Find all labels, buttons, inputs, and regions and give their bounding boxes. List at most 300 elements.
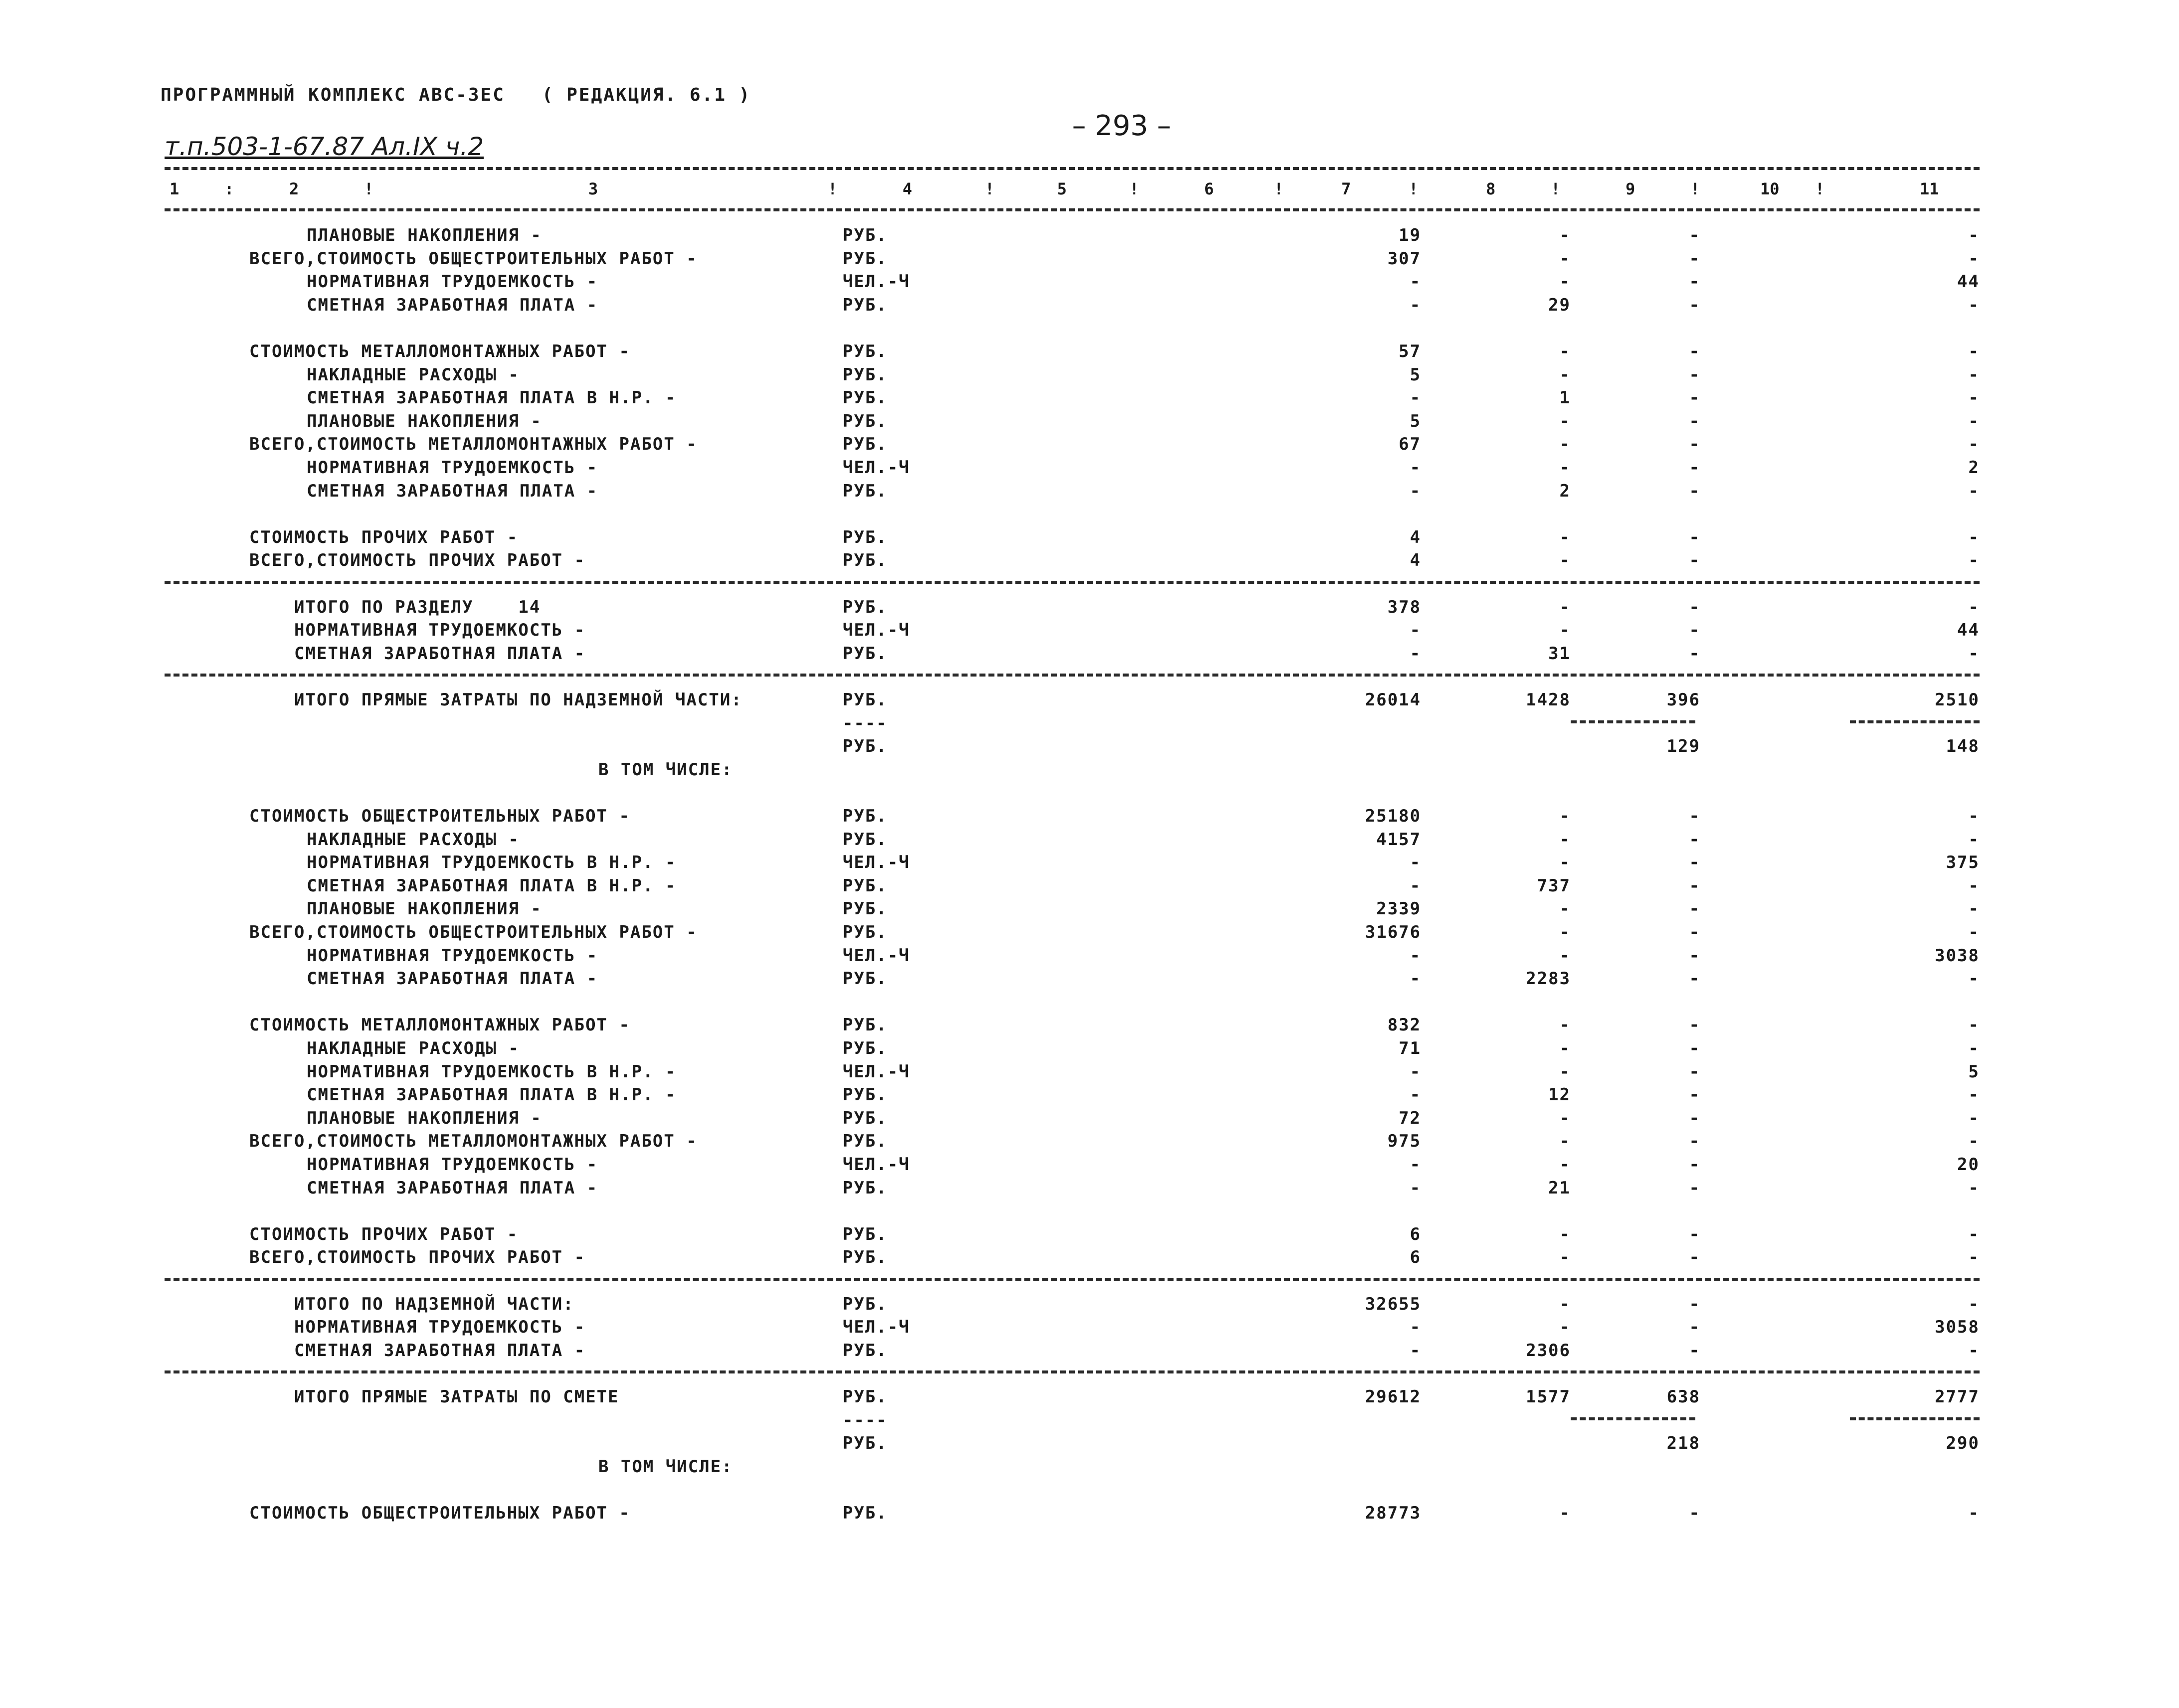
col11-cell: -: [1968, 225, 1980, 245]
row-label: ВСЕГО,СТОИМОСТЬ ОБЩЕСТРОИТЕЛЬНЫХ РАБОТ -: [249, 249, 698, 269]
unit-dash: ----: [843, 1410, 888, 1430]
col7-cell: -: [1410, 644, 1421, 664]
col11-cell: -: [1968, 411, 1980, 431]
column-header-7: !: [985, 179, 995, 198]
table-row: [0, 969, 2179, 992]
col8-cell: 1428: [1526, 690, 1571, 710]
table-row: [0, 644, 2179, 667]
unit-cell: РУБ.: [843, 1085, 888, 1105]
col7-cell: -: [1410, 1178, 1421, 1198]
col11-cell: -: [1968, 644, 1980, 664]
column-header-2: 2: [289, 179, 299, 198]
col9-cell: -: [1689, 1038, 1700, 1058]
col11-cell: -: [1968, 1503, 1980, 1523]
col11-cell: 375: [1946, 853, 1980, 872]
column-header-0: 1: [170, 179, 180, 198]
unit-cell: РУБ.: [843, 550, 888, 570]
col11-cell: -: [1968, 806, 1980, 826]
col9-cell: -: [1689, 806, 1700, 826]
column-header-8: 5: [1057, 179, 1067, 198]
col9-cell: -: [1689, 295, 1700, 315]
col8-cell: -: [1559, 272, 1571, 292]
col7-cell: -: [1410, 853, 1421, 872]
table-row: [0, 434, 2179, 457]
col11-cell: -: [1968, 365, 1980, 385]
col8-cell: -: [1559, 249, 1571, 269]
subtotal-rule: [1850, 720, 1980, 723]
row-label: ИТОГО ПО НАДЗЕМНОЙ ЧАСТИ:: [294, 1294, 574, 1314]
unit-cell: РУБ.: [843, 1015, 888, 1035]
col7-cell: -: [1410, 620, 1421, 640]
table-row: [0, 1294, 2179, 1317]
unit-cell: РУБ.: [843, 295, 888, 315]
table-row: [0, 295, 2179, 318]
col7-cell: 6: [1410, 1224, 1421, 1244]
column-header-17: !: [1690, 179, 1700, 198]
col11-cell: -: [1968, 249, 1980, 269]
row-label: СТОИМОСТЬ МЕТАЛЛОМОНТАЖНЫХ РАБОТ -: [249, 1015, 630, 1035]
unit-cell: РУБ.: [843, 434, 888, 454]
col9-cell: -: [1689, 272, 1700, 292]
column-header-13: !: [1409, 179, 1419, 198]
unit-cell: РУБ.: [843, 1038, 888, 1058]
col11-cell: -: [1968, 1341, 1980, 1361]
col11-cell: -: [1968, 1294, 1980, 1314]
row-label: НОРМАТИВНАЯ ТРУДОЕМКОСТЬ -: [307, 1155, 598, 1175]
unit-cell: РУБ.: [843, 597, 888, 617]
col8-cell: -: [1559, 342, 1571, 361]
column-header-19: !: [1815, 179, 1825, 198]
table-row: [0, 481, 2179, 504]
table-row: [0, 1341, 2179, 1364]
unit-cell: РУБ.: [843, 1387, 888, 1407]
unit-cell: РУБ.: [843, 1433, 888, 1453]
col11-cell: -: [1968, 1108, 1980, 1128]
table-row: [0, 1178, 2179, 1201]
col7-cell: 5: [1410, 411, 1421, 431]
col11-cell: 2510: [1935, 690, 1980, 710]
row-label: НОРМАТИВНАЯ ТРУДОЕМКОСТЬ В Н.Р. -: [307, 853, 677, 872]
col9-cell: -: [1689, 458, 1700, 478]
col11-cell: 148: [1946, 736, 1980, 756]
col9-cell: -: [1689, 1108, 1700, 1128]
unit-dash: ----: [843, 713, 888, 733]
table-row: [0, 1015, 2179, 1038]
row-label: НОРМАТИВНАЯ ТРУДОЕМКОСТЬ -: [294, 1317, 586, 1337]
table-row: [0, 713, 2179, 736]
col11-cell: 2777: [1935, 1387, 1980, 1407]
col8-cell: -: [1559, 1317, 1571, 1337]
col7-cell: 32655: [1365, 1294, 1421, 1314]
table-row: [0, 411, 2179, 434]
row-label: СМЕТНАЯ ЗАРАБОТНАЯ ПЛАТА -: [294, 644, 586, 664]
col7-cell: 5: [1410, 365, 1421, 385]
col7-cell: 975: [1387, 1131, 1421, 1151]
table-row: [0, 388, 2179, 411]
unit-cell: ЧЕЛ.-Ч: [843, 946, 910, 966]
col8-cell: 1: [1559, 388, 1571, 408]
col7-cell: -: [1410, 1062, 1421, 1082]
unit-cell: РУБ.: [843, 1294, 888, 1314]
col11-cell: 290: [1946, 1433, 1980, 1453]
table-row: [0, 760, 2179, 783]
col11-cell: -: [1968, 969, 1980, 989]
table-row: [0, 1155, 2179, 1178]
col11-cell: -: [1968, 1038, 1980, 1058]
row-label: СМЕТНАЯ ЗАРАБОТНАЯ ПЛАТА -: [307, 481, 598, 501]
col7-cell: -: [1410, 946, 1421, 966]
row-label: ПЛАНОВЫЕ НАКОПЛЕНИЯ -: [307, 899, 542, 919]
row-label: НАКЛАДНЫЕ РАСХОДЫ -: [307, 365, 520, 385]
column-header-4: 3: [588, 179, 598, 198]
col11-cell: -: [1968, 1178, 1980, 1198]
col9-cell: -: [1689, 388, 1700, 408]
col9-cell: -: [1689, 1247, 1700, 1267]
column-header-10: 6: [1204, 179, 1214, 198]
col9-cell: -: [1689, 411, 1700, 431]
column-header-6: 4: [903, 179, 912, 198]
col9-cell: -: [1689, 969, 1700, 989]
table-row: [0, 736, 2179, 759]
header-bottom-rule: [165, 208, 1980, 211]
unit-cell: РУБ.: [843, 342, 888, 361]
col8-cell: -: [1559, 365, 1571, 385]
col8-cell: 2306: [1526, 1341, 1571, 1361]
table-row: [0, 899, 2179, 922]
row-label: ИТОГО ПРЯМЫЕ ЗАТРАТЫ ПО НАДЗЕМНОЙ ЧАСТИ:: [294, 690, 742, 710]
table-row: [0, 225, 2179, 248]
unit-cell: РУБ.: [843, 1178, 888, 1198]
col9-cell: -: [1689, 527, 1700, 547]
col11-cell: -: [1968, 899, 1980, 919]
row-label: СМЕТНАЯ ЗАРАБОТНАЯ ПЛАТА -: [294, 1341, 586, 1361]
unit-cell: РУБ.: [843, 1503, 888, 1523]
page-number: – 293 –: [1072, 110, 1171, 142]
col9-cell: -: [1689, 434, 1700, 454]
table-row: [0, 1247, 2179, 1270]
table-row: [0, 1503, 2179, 1526]
row-label: ПЛАНОВЫЕ НАКОПЛЕНИЯ -: [307, 1108, 542, 1128]
col7-cell: 378: [1387, 597, 1421, 617]
row-label: ПЛАНОВЫЕ НАКОПЛЕНИЯ -: [307, 411, 542, 431]
table-row: [0, 272, 2179, 295]
col9-cell: -: [1689, 1131, 1700, 1151]
unit-cell: РУБ.: [843, 225, 888, 245]
col7-cell: 25180: [1365, 806, 1421, 826]
row-label: В ТОМ ЧИСЛЕ:: [598, 1457, 733, 1477]
table-row: [0, 458, 2179, 481]
row-label: ВСЕГО,СТОИМОСТЬ МЕТАЛЛОМОНТАЖНЫХ РАБОТ -: [249, 1131, 698, 1151]
col8-cell: -: [1559, 411, 1571, 431]
col7-cell: 26014: [1365, 690, 1421, 710]
col8-cell: 21: [1548, 1178, 1571, 1198]
col8-cell: -: [1559, 1247, 1571, 1267]
col11-cell: -: [1968, 295, 1980, 315]
column-header-9: !: [1129, 179, 1139, 198]
column-header-18: 10: [1760, 179, 1780, 198]
col9-cell: -: [1689, 1178, 1700, 1198]
col8-cell: -: [1559, 597, 1571, 617]
unit-cell: ЧЕЛ.-Ч: [843, 458, 910, 478]
col8-cell: -: [1559, 1294, 1571, 1314]
col8-cell: -: [1559, 620, 1571, 640]
col9-cell: 218: [1666, 1433, 1700, 1453]
col8-cell: -: [1559, 550, 1571, 570]
unit-cell: РУБ.: [843, 411, 888, 431]
col7-cell: -: [1410, 1085, 1421, 1105]
unit-cell: РУБ.: [843, 527, 888, 547]
unit-cell: РУБ.: [843, 690, 888, 710]
column-header-12: 7: [1341, 179, 1351, 198]
table-row: [0, 1410, 2179, 1433]
col9-cell: -: [1689, 1062, 1700, 1082]
col11-cell: 44: [1957, 272, 1980, 292]
col9-cell: -: [1689, 922, 1700, 942]
col7-cell: 307: [1387, 249, 1421, 269]
row-label: ВСЕГО,СТОИМОСТЬ ПРОЧИХ РАБОТ -: [249, 550, 586, 570]
col9-cell: -: [1689, 876, 1700, 896]
row-label: ВСЕГО,СТОИМОСТЬ МЕТАЛЛОМОНТАЖНЫХ РАБОТ -: [249, 434, 698, 454]
column-header-20: 11: [1920, 179, 1939, 198]
table-row: [0, 1433, 2179, 1456]
table-row: [0, 876, 2179, 899]
table-row: [0, 365, 2179, 388]
row-label: СТОИМОСТЬ ПРОЧИХ РАБОТ -: [249, 527, 519, 547]
col8-cell: -: [1559, 1503, 1571, 1523]
section-rule: [165, 1370, 1980, 1373]
col9-cell: -: [1689, 1294, 1700, 1314]
col7-cell: 67: [1399, 434, 1421, 454]
col9-cell: -: [1689, 644, 1700, 664]
table-row: [0, 527, 2179, 550]
header-top-rule: [165, 167, 1980, 170]
col11-cell: 44: [1957, 620, 1980, 640]
table-row: [0, 922, 2179, 945]
col7-cell: -: [1410, 1341, 1421, 1361]
col11-cell: -: [1968, 597, 1980, 617]
subtotal-rule: [1571, 720, 1695, 723]
col9-cell: -: [1689, 365, 1700, 385]
col7-cell: -: [1410, 481, 1421, 501]
row-label: СМЕТНАЯ ЗАРАБОТНАЯ ПЛАТА -: [307, 1178, 598, 1198]
unit-cell: РУБ.: [843, 1247, 888, 1267]
col11-cell: -: [1968, 527, 1980, 547]
col9-cell: -: [1689, 249, 1700, 269]
row-label: ПЛАНОВЫЕ НАКОПЛЕНИЯ -: [307, 225, 542, 245]
table-row: [0, 806, 2179, 829]
col8-cell: -: [1559, 458, 1571, 478]
column-header-5: !: [828, 179, 838, 198]
unit-cell: ЧЕЛ.-Ч: [843, 272, 910, 292]
row-label: НОРМАТИВНАЯ ТРУДОЕМКОСТЬ -: [307, 946, 598, 966]
col7-cell: -: [1410, 295, 1421, 315]
table-row: [0, 830, 2179, 853]
unit-cell: ЧЕЛ.-Ч: [843, 1317, 910, 1337]
col9-cell: -: [1689, 1224, 1700, 1244]
table-row: [0, 1038, 2179, 1061]
col7-cell: -: [1410, 458, 1421, 478]
column-header-3: !: [364, 179, 374, 198]
row-label: НОРМАТИВНАЯ ТРУДОЕМКОСТЬ -: [294, 620, 586, 640]
col7-cell: 28773: [1365, 1503, 1421, 1523]
column-header-11: !: [1274, 179, 1284, 198]
col7-cell: -: [1410, 969, 1421, 989]
table-row: [0, 1387, 2179, 1410]
row-label: ИТОГО ПРЯМЫЕ ЗАТРАТЫ ПО СМЕТЕ: [294, 1387, 619, 1407]
col11-cell: -: [1968, 1131, 1980, 1151]
col11-cell: 3058: [1935, 1317, 1980, 1337]
col11-cell: 20: [1957, 1155, 1980, 1175]
table-row: [0, 946, 2179, 969]
row-label: НОРМАТИВНАЯ ТРУДОЕМКОСТЬ -: [307, 458, 598, 478]
unit-cell: РУБ.: [843, 969, 888, 989]
unit-cell: РУБ.: [843, 1341, 888, 1361]
col8-cell: 1577: [1526, 1387, 1571, 1407]
row-label: ВСЕГО,СТОИМОСТЬ ОБЩЕСТРОИТЕЛЬНЫХ РАБОТ -: [249, 922, 698, 942]
col11-cell: -: [1968, 922, 1980, 942]
table-row: [0, 1457, 2179, 1480]
table-row: [0, 1108, 2179, 1131]
table-row: [0, 249, 2179, 272]
col11-cell: 3038: [1935, 946, 1980, 966]
row-label: В ТОМ ЧИСЛЕ:: [598, 760, 733, 780]
unit-cell: РУБ.: [843, 481, 888, 501]
table-row: [0, 620, 2179, 643]
col8-cell: 29: [1548, 295, 1571, 315]
column-header-14: 8: [1486, 179, 1496, 198]
col8-cell: -: [1559, 1015, 1571, 1035]
unit-cell: РУБ.: [843, 388, 888, 408]
unit-cell: РУБ.: [843, 644, 888, 664]
unit-cell: РУБ.: [843, 365, 888, 385]
col9-cell: -: [1689, 853, 1700, 872]
col7-cell: 29612: [1365, 1387, 1421, 1407]
table-row: [0, 1062, 2179, 1085]
col7-cell: -: [1410, 876, 1421, 896]
col7-cell: 832: [1387, 1015, 1421, 1035]
col11-cell: -: [1968, 1015, 1980, 1035]
unit-cell: ЧЕЛ.-Ч: [843, 620, 910, 640]
row-label: НОРМАТИВНАЯ ТРУДОЕМКОСТЬ В Н.Р. -: [307, 1062, 677, 1082]
unit-cell: РУБ.: [843, 899, 888, 919]
col11-cell: -: [1968, 876, 1980, 896]
table-row: [0, 1224, 2179, 1247]
col8-cell: -: [1559, 1062, 1571, 1082]
subtotal-rule: [1850, 1417, 1980, 1420]
unit-cell: РУБ.: [843, 922, 888, 942]
unit-cell: ЧЕЛ.-Ч: [843, 1062, 910, 1082]
program-header: ПРОГРАММНЫЙ КОМПЛЕКС АВС-ЗЕС ( РЕДАКЦИЯ. 6.1 ): [161, 85, 751, 105]
col8-cell: -: [1559, 830, 1571, 850]
unit-cell: РУБ.: [843, 806, 888, 826]
col9-cell: -: [1689, 481, 1700, 501]
section-rule: [165, 581, 1980, 584]
col11-cell: -: [1968, 1247, 1980, 1267]
section-rule: [165, 674, 1980, 677]
col8-cell: -: [1559, 922, 1571, 942]
table-row: [0, 550, 2179, 573]
unit-cell: РУБ.: [843, 1108, 888, 1128]
col11-cell: -: [1968, 388, 1980, 408]
row-label: СТОИМОСТЬ ПРОЧИХ РАБОТ -: [249, 1224, 519, 1244]
row-label: СТОИМОСТЬ ОБЩЕСТРОИТЕЛЬНЫХ РАБОТ -: [249, 806, 630, 826]
col11-cell: -: [1968, 342, 1980, 361]
col9-cell: -: [1689, 225, 1700, 245]
col7-cell: 31676: [1365, 922, 1421, 942]
column-header-16: 9: [1626, 179, 1635, 198]
unit-cell: РУБ.: [843, 249, 888, 269]
col8-cell: -: [1559, 899, 1571, 919]
row-label: СТОИМОСТЬ МЕТАЛЛОМОНТАЖНЫХ РАБОТ -: [249, 342, 630, 361]
col9-cell: -: [1689, 342, 1700, 361]
col11-cell: -: [1968, 481, 1980, 501]
col11-cell: -: [1968, 1224, 1980, 1244]
col8-cell: -: [1559, 1038, 1571, 1058]
col8-cell: 737: [1537, 876, 1571, 896]
row-label: СМЕТНАЯ ЗАРАБОТНАЯ ПЛАТА -: [307, 969, 598, 989]
section-rule: [165, 1278, 1980, 1281]
col8-cell: -: [1559, 1131, 1571, 1151]
col8-cell: -: [1559, 1224, 1571, 1244]
row-label: СМЕТНАЯ ЗАРАБОТНАЯ ПЛАТА -: [307, 295, 598, 315]
unit-cell: РУБ.: [843, 736, 888, 756]
col7-cell: 71: [1399, 1038, 1421, 1058]
col7-cell: -: [1410, 1155, 1421, 1175]
col7-cell: 4157: [1376, 830, 1421, 850]
handwritten-reference: т.п.503-1-67.87 Ал.IX ч.2: [165, 132, 484, 161]
col8-cell: 2283: [1526, 969, 1571, 989]
table-row: [0, 1085, 2179, 1108]
unit-cell: ЧЕЛ.-Ч: [843, 1155, 910, 1175]
col9-cell: -: [1689, 620, 1700, 640]
col9-cell: 129: [1666, 736, 1700, 756]
col9-cell: -: [1689, 1317, 1700, 1337]
unit-cell: РУБ.: [843, 1131, 888, 1151]
col11-cell: 5: [1968, 1062, 1980, 1082]
col8-cell: -: [1559, 1155, 1571, 1175]
unit-cell: РУБ.: [843, 1224, 888, 1244]
row-label: СМЕТНАЯ ЗАРАБОТНАЯ ПЛАТА В Н.Р. -: [307, 876, 677, 896]
col7-cell: 19: [1399, 225, 1421, 245]
row-label: НАКЛАДНЫЕ РАСХОДЫ -: [307, 1038, 520, 1058]
col8-cell: -: [1559, 853, 1571, 872]
col11-cell: -: [1968, 434, 1980, 454]
col9-cell: -: [1689, 1503, 1700, 1523]
col8-cell: -: [1559, 806, 1571, 826]
col8-cell: 2: [1559, 481, 1571, 501]
col9-cell: -: [1689, 946, 1700, 966]
unit-cell: РУБ.: [843, 830, 888, 850]
col9-cell: -: [1689, 597, 1700, 617]
col9-cell: -: [1689, 1341, 1700, 1361]
row-label: НАКЛАДНЫЕ РАСХОДЫ -: [307, 830, 520, 850]
col7-cell: 4: [1410, 527, 1421, 547]
col9-cell: -: [1689, 1155, 1700, 1175]
col7-cell: 6: [1410, 1247, 1421, 1267]
col8-cell: 12: [1548, 1085, 1571, 1105]
col7-cell: 72: [1399, 1108, 1421, 1128]
row-label: СТОИМОСТЬ ОБЩЕСТРОИТЕЛЬНЫХ РАБОТ -: [249, 1503, 630, 1523]
col9-cell: 396: [1666, 690, 1700, 710]
col8-cell: 31: [1548, 644, 1571, 664]
col11-cell: 2: [1968, 458, 1980, 478]
table-row: [0, 690, 2179, 713]
col8-cell: -: [1559, 225, 1571, 245]
col9-cell: -: [1689, 1015, 1700, 1035]
unit-cell: РУБ.: [843, 876, 888, 896]
table-row: [0, 597, 2179, 620]
col8-cell: -: [1559, 946, 1571, 966]
